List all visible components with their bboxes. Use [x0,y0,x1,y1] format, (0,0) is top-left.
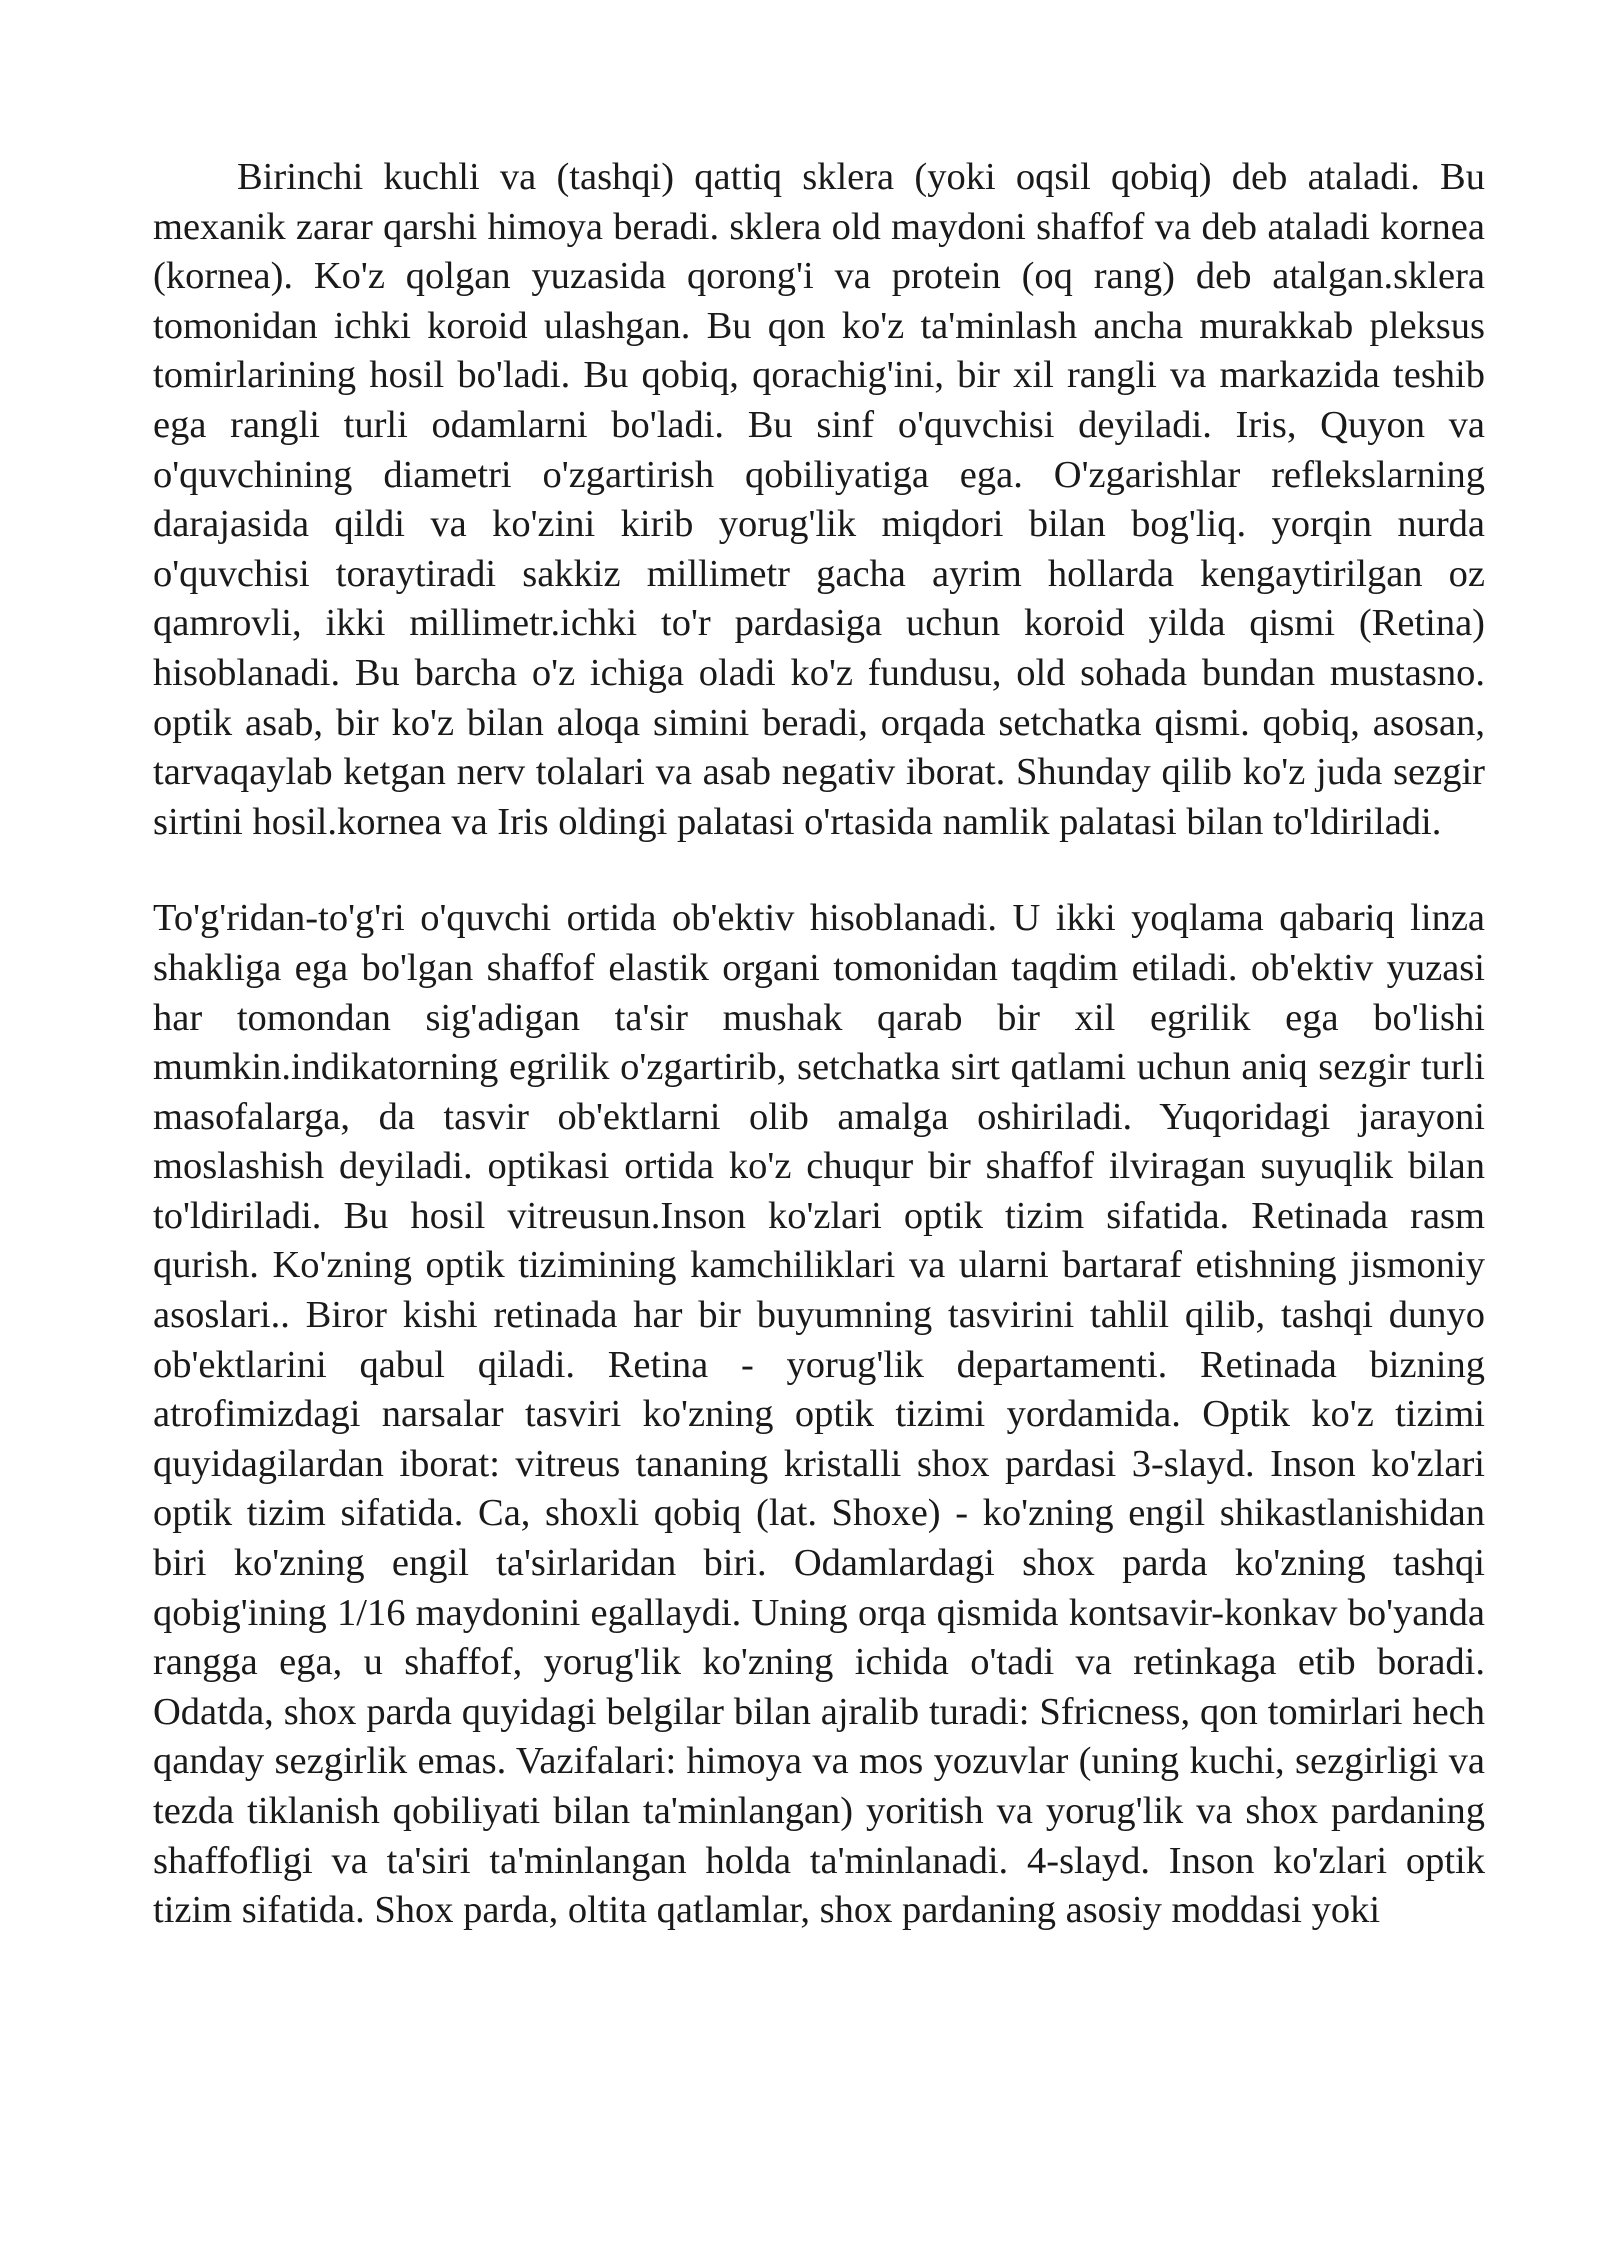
paragraph-sklera: Birinchi kuchli va (tashqi) qattiq sklera (yoki oqsil qobiq) deb ataladi. Bu mexanik zarar qarshi himoya beradi. sklera old maydoni shaffof va deb ataladi kornea (kornea). Ko'z qolgan yuzasida qorong'i va protein (oq rang) deb atalgan.sklera tomonidan ichki koroid ulashgan. Bu qon ko'z ta'minlash ancha murakkab pleksus tomirlarining hosil bo'ladi. Bu qobiq, qorachig'ini, bir xil rangli va markazida teshib ega rangli turli odamlarni bo'ladi. Bu sinf o'quvchisi deyiladi. Iris, Quyon va o'quvchining diametri o'zgartirish qobiliyatiga ega. O'zgarishlar reflekslarning darajasida qildi va ko'zini kirib yorug'lik miqdori bilan bog'liq. yorqin nurda o'quvchisi toraytiradi sakkiz millimetr gacha ayrim hollarda kengaytirilgan oz qamrovli, ikki millimetr.ichki to'r pardasiga uchun koroid yilda qismi (Retina) hisoblanadi. Bu barcha o'z ichiga oladi ko'z fundusu, old sohada bundan mustasno. optik asab, bir ko'z bilan aloqa simini beradi, orqada setchatka qismi. qobiq, asosan, tarvaqaylab ketgan nerv tolalari va asab negativ iborat. Shunday qilib ko'z juda sezgir sirtini hosil.kornea va Iris oldingi palatasi o'rtasida namlik palatasi bilan to'ldiriladi. [153,156,1485,843]
document-body [153,153,1485,1936]
paragraph-objective-lens: To'g'ridan-to'g'ri o'quvchi ortida ob'ektiv hisoblanadi. U ikki yoqlama qabariq linza shakliga ega bo'lgan shaffof elastik organi tomonidan taqdim etiladi. ob'ektiv yuzasi har tomondan sig'adigan ta'sir mushak qarab bir xil egrilik ega bo'lishi mumkin.indikatorning egrilik o'zgartirib, setchatka sirt qatlami uchun aniq sezgir turli masofalarga, da tasvir ob'ektlarni olib amalga oshiriladi. Yuqoridagi jarayoni moslashish deyiladi. optikasi ortida ko'z chuqur bir shaffof ilviragan suyuqlik bilan to'ldiriladi. Bu hosil vitreusun.Inson ko'zlari optik tizim sifatida. Retinada rasm qurish. Ko'zning optik tizimining kamchiliklari va ularni bartaraf etishning jismoniy asoslari.. Biror kishi retinada har bir buyumning tasvirini tahlil qilib, tashqi dunyo ob'ektlarini qabul qiladi. Retina - yorug'lik departamenti. Retinada bizning atrofimizdagi narsalar tasviri ko'zning optik tizimi yordamida. Optik ko'z tizimi quyidagilardan iborat: vitreus tananing kristalli shox pardasi 3-slayd. Inson ko'zlari optik tizim sifatida. Ca, shoxli qobiq (lat. Shoxe) - ko'zning engil shikastlanishidan biri ko'zning engil ta'sirlaridan biri. Odamlardagi shox parda ko'zning tashqi qobig'ining 1/16 maydonini egallaydi. Uning orqa qismida kontsavir-konkav bo'yanda rangga ega, u shaffof, yorug'lik ko'zning ichida o'tadi va retinkaga etib boradi. Odatda, shox parda quyidagi belgilar bilan ajralib turadi: Sfricness, qon tomirlari hech qanday sezgirlik emas. Vazifalari: himoya va mos yozuvlar (uning kuchi, sezgirligi va tezda tiklanish qobiliyati bilan ta'minlangan) yoritish va yorug'lik va shox pardaning shaffofligi va ta'siri ta'minlangan holda ta'minlanadi. 4-slayd. Inson ko'zlari optik tizim sifatida. Shox parda, oltita qatlamlar, shox pardaning asosiy moddasi yoki [153,897,1485,1932]
